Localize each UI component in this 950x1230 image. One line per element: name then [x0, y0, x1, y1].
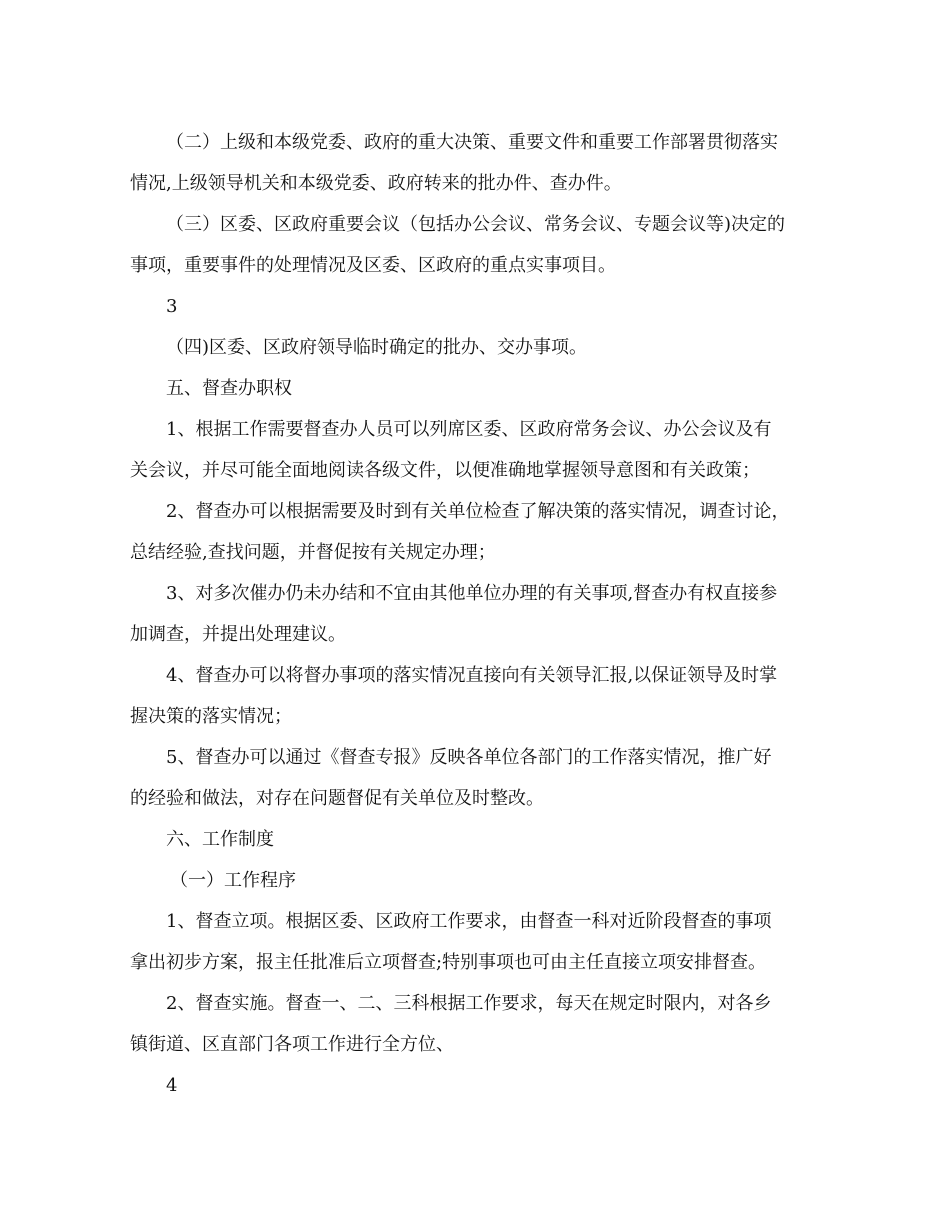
paragraph-level-two — [130, 122, 810, 204]
paragraph-line: （四)区委、区政府领导临时确定的批办、交办事项。 — [166, 337, 588, 358]
powers-item-1 — [130, 409, 810, 491]
section-heading-powers — [130, 368, 810, 409]
powers-item-4 — [130, 655, 810, 737]
page-number: 4 — [166, 1075, 178, 1096]
workflow-item-2 — [130, 983, 810, 1065]
paragraph-line: 拿出初步方案，报主任批准后立项督查;特别事项也可由主任直接立项安排督查。 — [130, 952, 767, 973]
paragraph-line: 加调查，并提出处理建议。 — [130, 624, 346, 645]
paragraph-line: 1、根据工作需要督查办人员可以列席区委、区政府常务会议、办公会议及有 — [166, 419, 772, 440]
powers-item-5 — [130, 737, 810, 819]
section-heading: 六、工作制度 — [166, 829, 274, 850]
section-heading: 五、督查办职权 — [166, 378, 292, 399]
paragraph-line: 事项，重要事件的处理情况及区委、区政府的重点实事项目。 — [130, 255, 616, 276]
powers-item-3 — [130, 573, 810, 655]
paragraph-line: 2、督查办可以根据需要及时到有关单位检查了解决策的落实情况，调查讨论， — [166, 501, 790, 522]
paragraph-line: 2、督查实施。督查一、二、三科根据工作要求，每天在规定时限内，对各乡 — [166, 993, 772, 1014]
paragraph-line: 总结经验,查找问题，并督促按有关规定办理； — [130, 542, 496, 563]
page-number: 3 — [166, 296, 178, 317]
paragraph-line: （三）区委、区政府重要会议（包括办公会议、常务会议、专题会议等)决定的 — [166, 214, 786, 235]
paragraph-line: 5、督查办可以通过《督查专报》反映各单位各部门的工作落实情况，推广好 — [166, 747, 772, 768]
paragraph-line: 4、督查办可以将督办事项的落实情况直接向有关领导汇报,以保证领导及时掌 — [166, 665, 778, 686]
subheading: （一）工作程序 — [170, 870, 296, 891]
paragraph-line: 握决策的落实情况； — [130, 706, 292, 727]
paragraph-line: 关会议，并尽可能全面地阅读各级文件，以便准确地掌握领导意图和有关政策； — [130, 460, 760, 481]
paragraph-line: 情况,上级领导机关和本级党委、政府转来的批办件、查办件。 — [130, 173, 622, 194]
paragraph-level-four — [130, 327, 810, 368]
section-heading-rules — [130, 819, 810, 860]
paragraph-line: 1、督查立项。根据区委、区政府工作要求，由督查一科对近阶段督查的事项 — [166, 911, 772, 932]
paragraph-line: （二）上级和本级党委、政府的重大决策、重要文件和重要工作部署贯彻落实 — [166, 132, 778, 153]
paragraph-level-three — [130, 204, 810, 286]
paragraph-line: 的经验和做法，对存在问题督促有关单位及时整改。 — [130, 788, 544, 809]
subheading-workflow — [130, 860, 810, 901]
powers-item-2 — [130, 491, 810, 573]
paragraph-line: 3、对多次催办仍未办结和不宜由其他单位办理的有关事项,督查办有权直接参 — [166, 583, 778, 604]
workflow-item-1 — [130, 901, 810, 983]
paragraph-line: 镇街道、区直部门各项工作进行全方位、 — [130, 1034, 454, 1055]
